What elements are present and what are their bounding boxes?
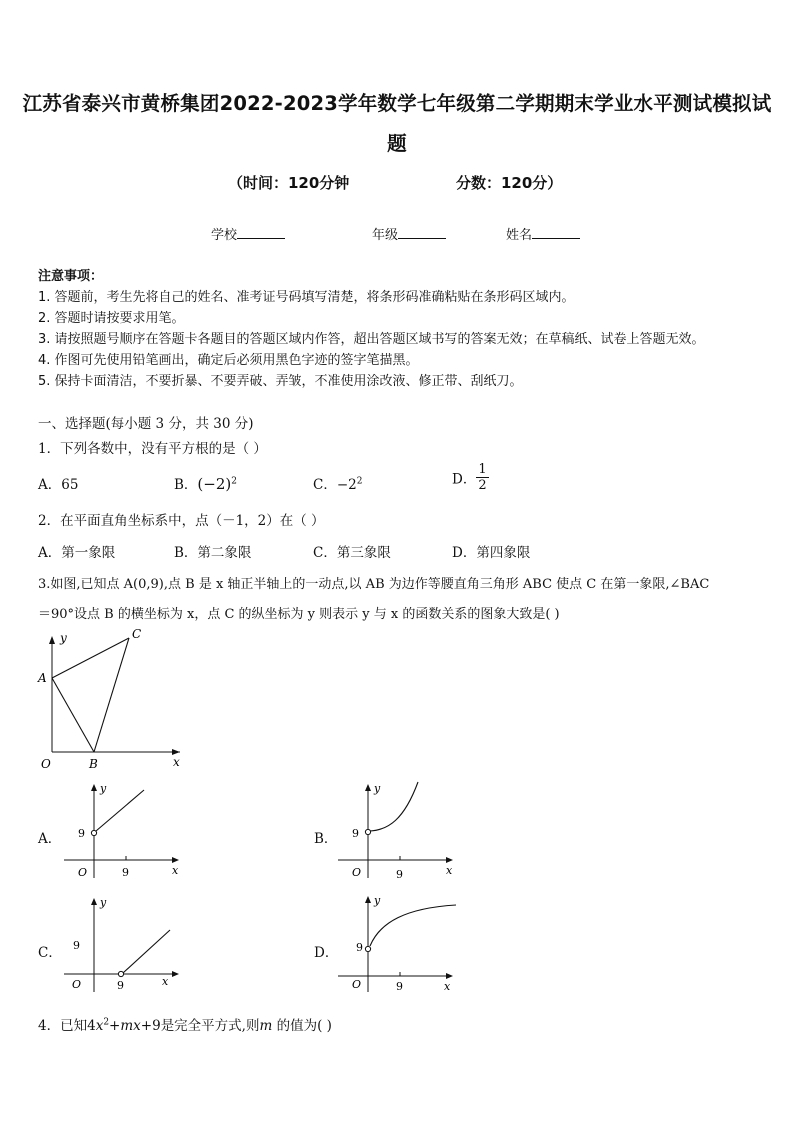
segment-bc [94, 638, 129, 752]
option-b-label: B． [174, 477, 198, 493]
y-axis-arrow [91, 898, 97, 905]
question-2-option-a: A．第一象限 [38, 545, 116, 561]
name-field [506, 224, 580, 243]
x-axis-arrow [446, 973, 453, 979]
option-c-exponent: 2 [356, 476, 363, 487]
x-nine-label: 9 [117, 979, 124, 992]
note-item: 1. 答题前，考生先将自己的姓名、准考证号码填写清楚，将条形码准确粘贴在条形码区域内。 [38, 290, 575, 305]
question-3-option-a-label: A． [38, 831, 62, 847]
question-1-option-d [452, 462, 489, 493]
option-b-graph [336, 780, 458, 880]
y-axis-label: y [60, 631, 67, 645]
option-c-expression: −2 [336, 477, 357, 493]
question-2-stem: 2．在平面直角坐标系中，点（－1，2）在（ ） [38, 513, 325, 529]
y-axis-arrow [365, 896, 371, 903]
point-b-label: B [89, 757, 98, 771]
question-3-option-c-label: C． [38, 945, 62, 961]
q4-plus: + [109, 1018, 121, 1034]
q4-term-2: mx [120, 1018, 141, 1034]
name-label: 姓名 [506, 228, 533, 243]
section-heading: 一、选择题(每小题 3 分，共 30 分) [38, 416, 254, 432]
school-blank [237, 226, 285, 239]
graph-curve [370, 905, 456, 946]
question-3-option-b-label: B． [314, 831, 338, 847]
q4-term-3: +9 [140, 1018, 161, 1034]
q4-suffix: 的值为( ) [272, 1018, 332, 1034]
x-axis-label: x [162, 975, 169, 988]
q4-term-1-var: x [95, 1018, 104, 1034]
question-2-option-b: B．第二象限 [174, 545, 252, 561]
option-c-label: C． [313, 477, 337, 493]
y-axis-label: y [374, 894, 381, 907]
notes-heading: 注意事项： [38, 269, 104, 284]
name-blank [532, 226, 580, 239]
y-axis-label: y [100, 896, 107, 909]
grade-field [372, 224, 446, 243]
segment-ab [52, 678, 94, 752]
open-endpoint [365, 946, 370, 951]
option-a-graph [62, 780, 184, 880]
origin-label: O [72, 978, 82, 991]
x-axis-label: x [446, 864, 453, 877]
school-label: 学校 [211, 228, 238, 243]
open-endpoint [118, 971, 123, 976]
option-d-graph [336, 892, 460, 994]
grade-blank [398, 226, 446, 239]
exam-time: （时间：120分钟 [228, 174, 350, 192]
question-3-stem-line-1: 3.如图,已知点 A(0,9),点 B 是 x 轴正半轴上的一动点,以 AB 为边作等腰直角三角形 ABC 使点 C 在第一象限,∠BAC [38, 577, 710, 592]
x-nine-label: 9 [396, 980, 403, 993]
q4-term-1-coef: 4 [87, 1018, 96, 1034]
x-axis-arrow [172, 971, 179, 977]
school-field [211, 224, 285, 243]
x-nine-label: 9 [396, 868, 403, 880]
origin-label: O [41, 757, 51, 771]
origin-label: O [352, 978, 362, 991]
question-1-option-a: A．65 [38, 477, 79, 493]
y-nine-label: 9 [73, 939, 80, 952]
option-d-label: D． [452, 471, 477, 488]
question-3-option-d-label: D． [314, 945, 339, 961]
q4-prefix: 4．已知 [38, 1018, 88, 1034]
y-axis-arrow [365, 784, 371, 791]
point-c-label: C [132, 627, 142, 641]
graph-line [96, 790, 144, 831]
y-axis-arrow [49, 636, 55, 644]
note-item: 4. 作图可先使用铅笔画出，确定后必须用黑色字迹的签字笔描黑。 [38, 353, 419, 368]
option-b-expression: (−2) [197, 475, 232, 493]
q4-middle: 是完全平方式,则 [160, 1018, 260, 1034]
note-item: 5. 保持卡面清洁，不要折暴、不要弄破、弄皱，不准使用涂改液、修正带、刮纸刀。 [38, 374, 523, 389]
x-axis-arrow [172, 857, 179, 863]
y-axis-label: y [100, 782, 107, 795]
y-nine-label: 9 [356, 941, 363, 954]
question-2-option-c: C．第三象限 [313, 545, 391, 561]
option-b-exponent: 2 [231, 476, 237, 487]
question-3-figure [30, 624, 190, 774]
point-a-label: A [38, 671, 47, 685]
x-axis-label: x [444, 980, 451, 993]
fraction-numerator: 1 [478, 462, 487, 477]
x-axis-label: x [173, 755, 180, 769]
y-nine-label: 9 [352, 827, 359, 840]
y-axis-arrow [91, 784, 97, 791]
x-nine-label: 9 [122, 866, 129, 879]
q4-term-1-exp: 2 [103, 1017, 110, 1028]
page-title-line-1: 江苏省泰兴市黄桥集团2022-2023学年数学七年级第二学期期末学业水平测试模拟试 [22, 92, 772, 115]
note-item: 3. 请按照题号顺序在答题卡各题目的答题区域内作答，超出答题区域书写的答案无效；在草稿纸、试卷上答题无效。 [38, 332, 705, 347]
option-c-graph [62, 894, 184, 994]
note-item: 2. 答题时请按要求用笔。 [38, 311, 185, 326]
page-title-line-2: 题 [387, 132, 407, 155]
origin-label: O [78, 866, 88, 879]
question-3-stem-line-2: ＝90°设点 B 的横坐标为 x，点 C 的纵坐标为 y 则表示 y 与 x 的函数关系的图象大致是( ) [38, 607, 560, 622]
question-1-stem: 1．下列各数中，没有平方根的是（ ） [38, 441, 267, 457]
exam-score: 分数：120分） [456, 174, 563, 192]
question-2-option-d: D．第四象限 [452, 545, 531, 561]
open-endpoint [365, 829, 370, 834]
open-endpoint [91, 830, 96, 835]
question-1-option-b [174, 473, 237, 493]
y-nine-label: 9 [78, 827, 85, 840]
q4-variable-m: m [259, 1018, 273, 1034]
question-4-stem [38, 1014, 332, 1034]
option-d-fraction [476, 462, 488, 493]
grade-label: 年级 [372, 228, 399, 243]
question-1-option-c [313, 473, 362, 493]
origin-label: O [352, 866, 362, 879]
y-axis-label: y [374, 782, 381, 795]
fraction-denominator: 2 [478, 478, 487, 493]
x-axis-label: x [172, 864, 179, 877]
graph-line [123, 930, 170, 973]
x-axis-arrow [446, 857, 453, 863]
